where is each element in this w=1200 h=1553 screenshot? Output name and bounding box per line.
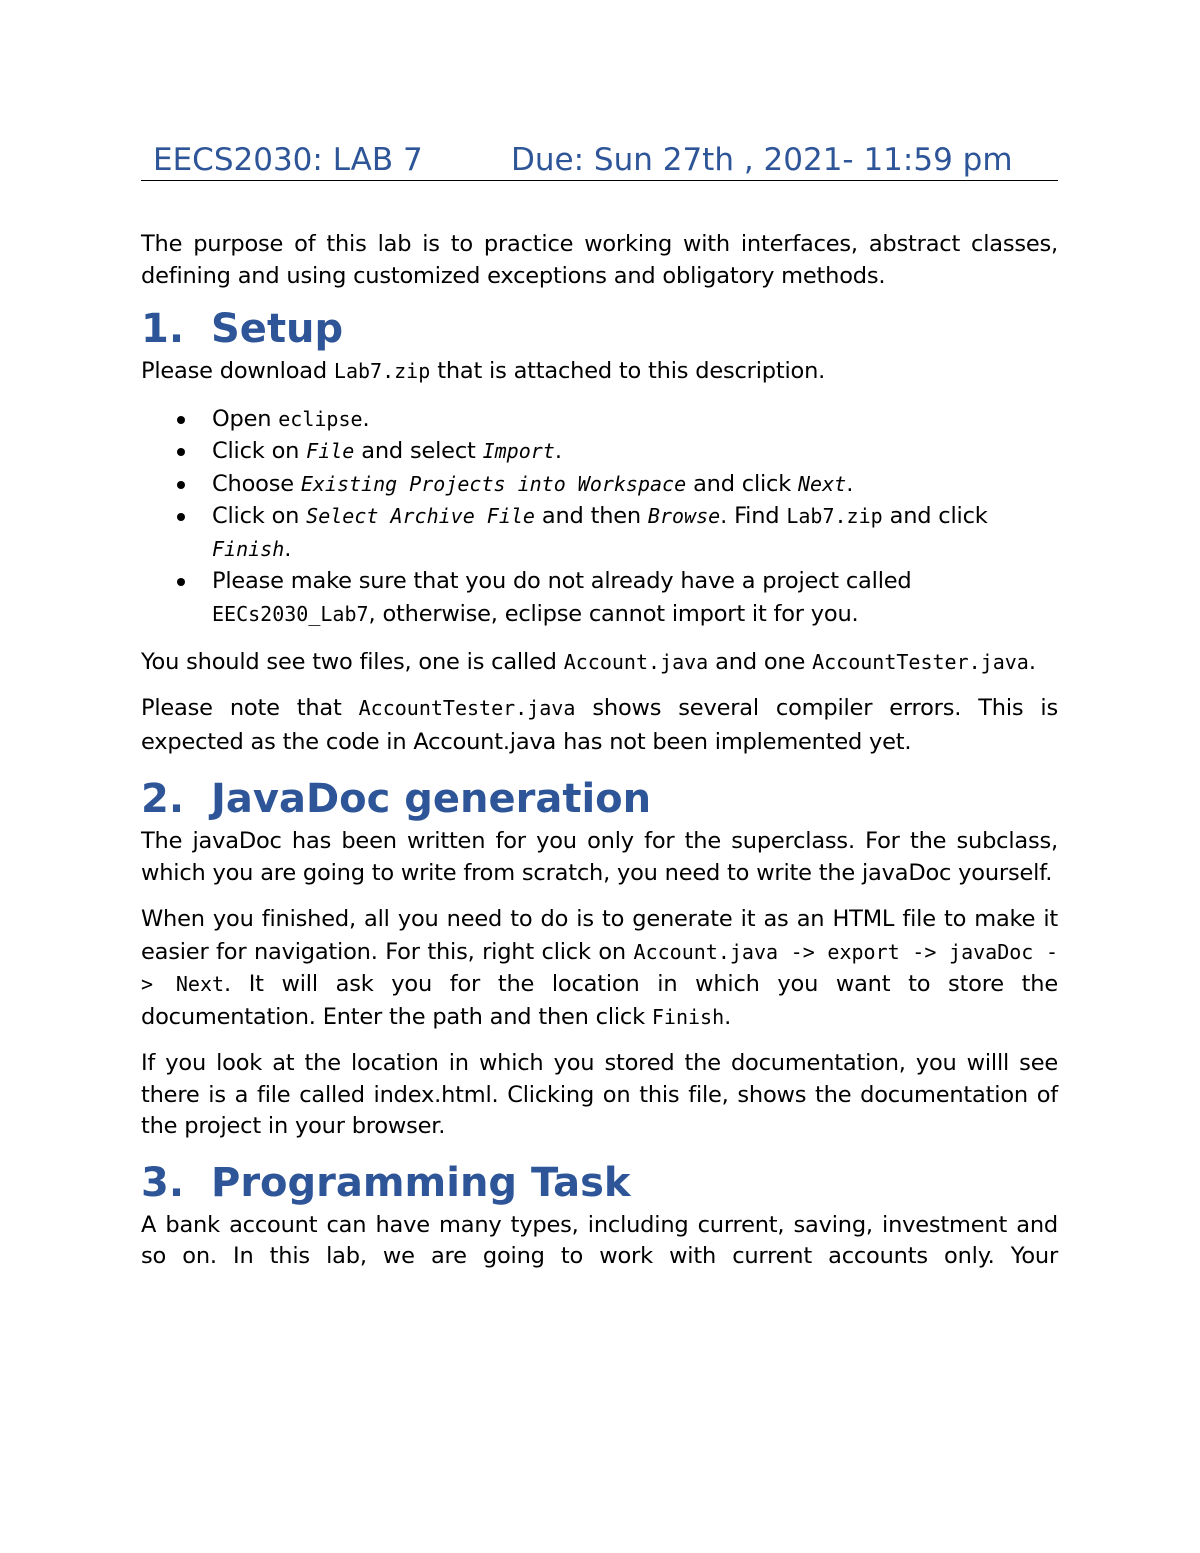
text-run: shows several compiler errors. This is expected as the code in Account.java has not been implemented yet.: [141, 695, 1058, 755]
code-filename: AccountTester.java: [812, 650, 1029, 674]
section-heading-setup: [141, 303, 1058, 355]
code-filename: Lab7.zip: [333, 359, 431, 383]
text-run: and select: [354, 438, 483, 464]
code-text: EECs2030_Lab7: [212, 601, 369, 626]
code-filename: Account.java: [563, 650, 709, 674]
section-title: JavaDoc generation: [211, 776, 652, 822]
code-text: Select Archive File: [306, 504, 535, 528]
text-run: Click on: [212, 438, 307, 464]
javadoc-paragraph-1: The javaDoc has been written for you only for the superclass. For the subclass, which you are going to write from scratch, you need to write the javaDoc yourself.: [141, 828, 1058, 886]
code-filename: AccountTester.java: [358, 696, 576, 720]
section-number: 2.: [141, 776, 185, 822]
section-heading-javadoc: [141, 773, 1058, 825]
intro-paragraph: The purpose of this lab is to practice working with interfaces, abstract classes, defining and using customized exceptions and obligatory methods.: [141, 231, 1058, 289]
code-text: eclipse: [278, 406, 363, 431]
setup-download-paragraph: [141, 356, 1058, 388]
code-text: Import: [482, 439, 555, 463]
javadoc-paragraph-2: [141, 903, 1058, 1033]
setup-steps-list: [141, 403, 1058, 631]
text-run: Open: [212, 405, 279, 432]
setup-files-paragraph: [141, 645, 1058, 679]
text-run: , otherwise, eclipse cannot import it for you.: [368, 600, 859, 627]
document-header: [141, 140, 1058, 181]
course-lab-title: EECS2030: LAB 7: [153, 142, 423, 178]
section-heading-programming-task: [141, 1157, 1058, 1209]
code-text: Browse: [647, 504, 721, 528]
code-filename: Lab7.zip: [786, 504, 883, 528]
text-run: and click: [686, 470, 799, 497]
section-title: Programming Task: [211, 1159, 631, 1206]
text-run: .: [284, 535, 292, 562]
text-run: You should see two files, one is called: [141, 649, 564, 675]
code-text: File: [306, 439, 355, 463]
document-page: [141, 140, 1058, 1273]
text-run: .: [1028, 649, 1036, 675]
text-run: .: [846, 470, 854, 497]
list-item: [141, 403, 1058, 436]
text-run: and then: [534, 503, 648, 529]
text-run: .: [362, 405, 370, 432]
text-run: and one: [708, 649, 813, 675]
text-run: and click: [882, 503, 988, 529]
text-run: Click on: [212, 503, 307, 529]
text-run: When you finished, all you need to do is to generate it as an HTML file to make it easier for navigation. For this, right click on: [141, 906, 1058, 965]
list-item: [141, 435, 1058, 468]
list-item: [141, 565, 1058, 630]
text-run: Please make sure that you do not already have a project called: [212, 568, 912, 594]
setup-note-paragraph: [141, 691, 1058, 759]
due-date: Due: Sun 27th , 2021- 11:59 pm: [511, 142, 1013, 178]
text-run: that is attached to this description.: [430, 358, 826, 384]
text-run: .: [724, 1003, 732, 1030]
code-text: Finish: [651, 1004, 725, 1029]
section-number: 1.: [141, 306, 185, 352]
javadoc-paragraph-3: If you look at the location in which you stored the documentation, you willl see there is a file called index.html. Clicking on this file, shows the documentation of the project in your browser.: [141, 1050, 1058, 1139]
task-paragraph-1: A bank account can have many types, including current, saving, investment and so on. In this lab, we are going to work with current accounts only. Your: [141, 1211, 1058, 1269]
list-item: [141, 500, 1058, 565]
text-run: Please download: [141, 358, 334, 384]
text-run: .: [554, 438, 562, 464]
code-text: Existing Projects into Workspace: [300, 471, 687, 496]
list-item: [141, 468, 1058, 501]
text-run: Please note that: [141, 695, 359, 721]
code-text: Next: [798, 471, 847, 496]
text-run: . Find: [720, 503, 787, 529]
section-title: Setup: [211, 306, 344, 352]
code-text: Account.java -> export -> javaDoc -> Next: [141, 939, 1058, 996]
text-run: . It will ask you for the location in which you want to store the documentation. Enter the path and then click: [141, 971, 1058, 1030]
section-number: 3.: [141, 1159, 185, 1206]
code-text: Finish: [212, 536, 285, 561]
text-run: Choose: [212, 470, 301, 497]
